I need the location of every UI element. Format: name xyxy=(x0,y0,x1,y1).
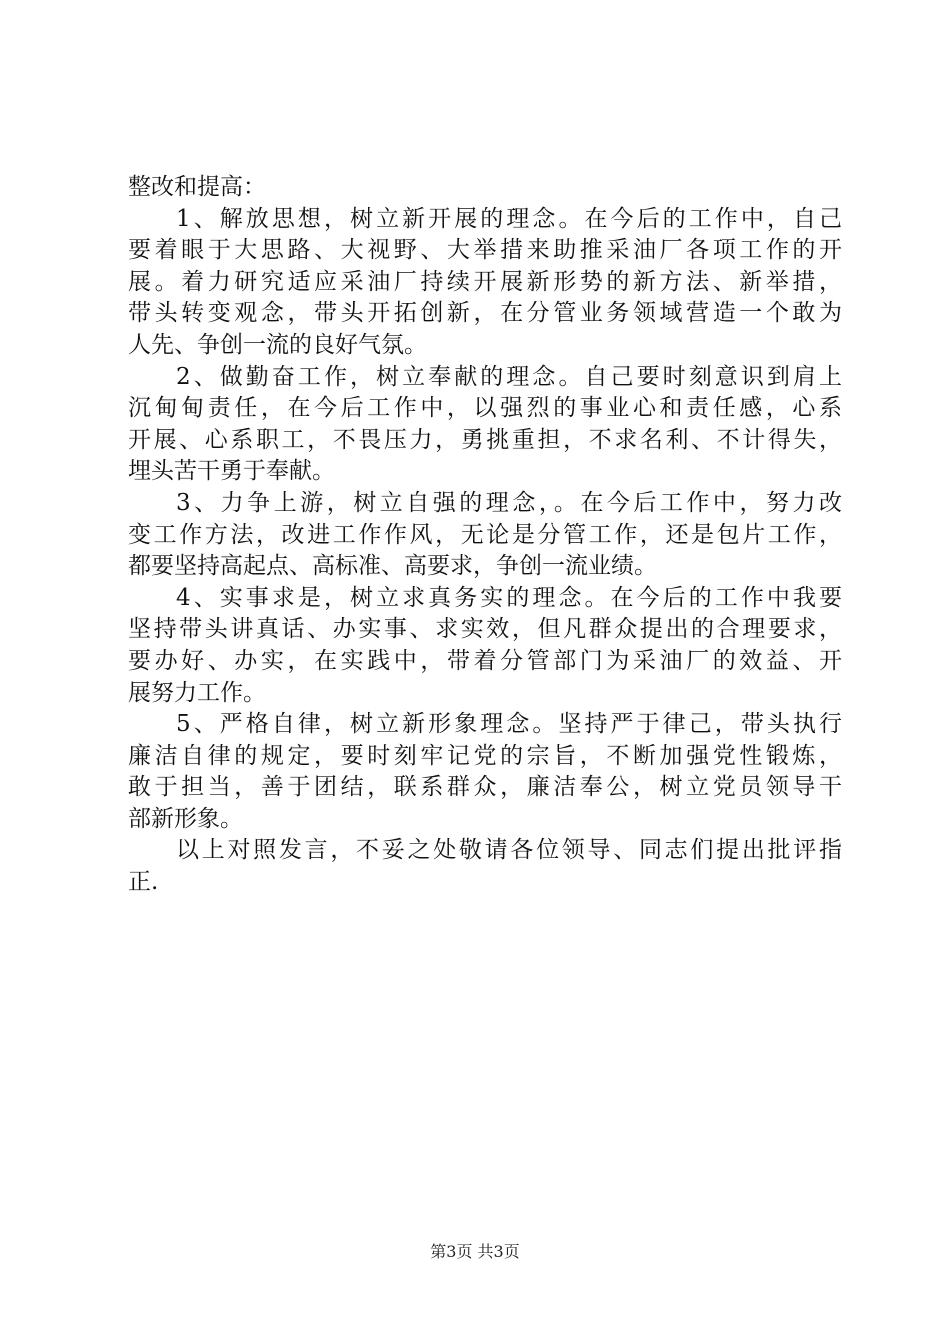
paragraph-2 xyxy=(128,362,842,488)
section-heading: 整改和提高： xyxy=(128,174,266,200)
document-body xyxy=(128,172,842,899)
paragraph-3 xyxy=(128,488,842,583)
paragraph-line: 坚持带头讲真话、办实事、求实效，但凡群众提出的合理要求， xyxy=(128,616,842,643)
paragraph-line: 要着眼于大思路、大视野、大举措来助推采油厂各项工作的开 xyxy=(128,237,842,264)
page-number-footer: 第3页 共3页 xyxy=(430,1242,520,1261)
paragraph-line: 1、解放思想，树立新开展的理念。在今后的工作中，自己 xyxy=(176,205,842,232)
paragraph-line: 要办好、办实，在实践中，带着分管部门为采油厂的效益、开 xyxy=(128,647,842,674)
paragraph-line: 以上对照发言，不妥之处敬请各位领导、同志们提出批评指 xyxy=(176,837,842,864)
paragraph-line: 正. xyxy=(128,869,159,896)
paragraph-line: 4、实事求是，树立求真务实的理念。在今后的工作中我要 xyxy=(176,584,842,611)
paragraph-line: 2、做勤奋工作，树立奉献的理念。自己要时刻意识到肩上 xyxy=(176,363,842,390)
paragraph-1 xyxy=(128,204,842,362)
paragraph-line: 展。着力研究适应采油厂持续开展新形势的新方法、新举措， xyxy=(128,268,842,295)
paragraph-line: 部新形象。 xyxy=(128,805,243,832)
paragraph-line: 沉甸甸责任，在今后工作中，以强烈的事业心和责任感，心系 xyxy=(128,395,842,422)
paragraph-line: 带头转变观念，带头开拓创新，在分管业务领域营造一个敢为 xyxy=(128,300,842,327)
paragraph-line: 展努力工作。 xyxy=(128,679,266,706)
paragraph-line: 5、严格自律，树立新形象理念。坚持严于律己，带头执行 xyxy=(176,711,842,738)
paragraph-line: 都要坚持高起点、高标准、高要求，争创一流业绩。 xyxy=(128,553,657,580)
paragraph-5 xyxy=(128,709,842,835)
paragraph-line: 敢于担当，善于团结，联系群众，廉洁奉公，树立党员领导干 xyxy=(128,774,842,801)
paragraph-line: 埋头苦干勇于奉献。 xyxy=(128,458,335,485)
paragraph-4 xyxy=(128,583,842,709)
paragraph-line: 人先、争创一流的良好气氛。 xyxy=(128,331,427,358)
paragraph-line: 开展、心系职工，不畏压力，勇挑重担，不求名利、不计得失， xyxy=(128,426,842,453)
paragraph-line: 廉洁自律的规定，要时刻牢记党的宗旨，不断加强党性锻炼， xyxy=(128,742,842,769)
paragraph-line: 3、力争上游，树立自强的理念，。在今后工作中，努力改 xyxy=(176,489,842,516)
paragraph-line: 变工作方法，改进工作作风，无论是分管工作，还是包片工作， xyxy=(128,521,842,548)
paragraph-closing xyxy=(128,835,842,898)
